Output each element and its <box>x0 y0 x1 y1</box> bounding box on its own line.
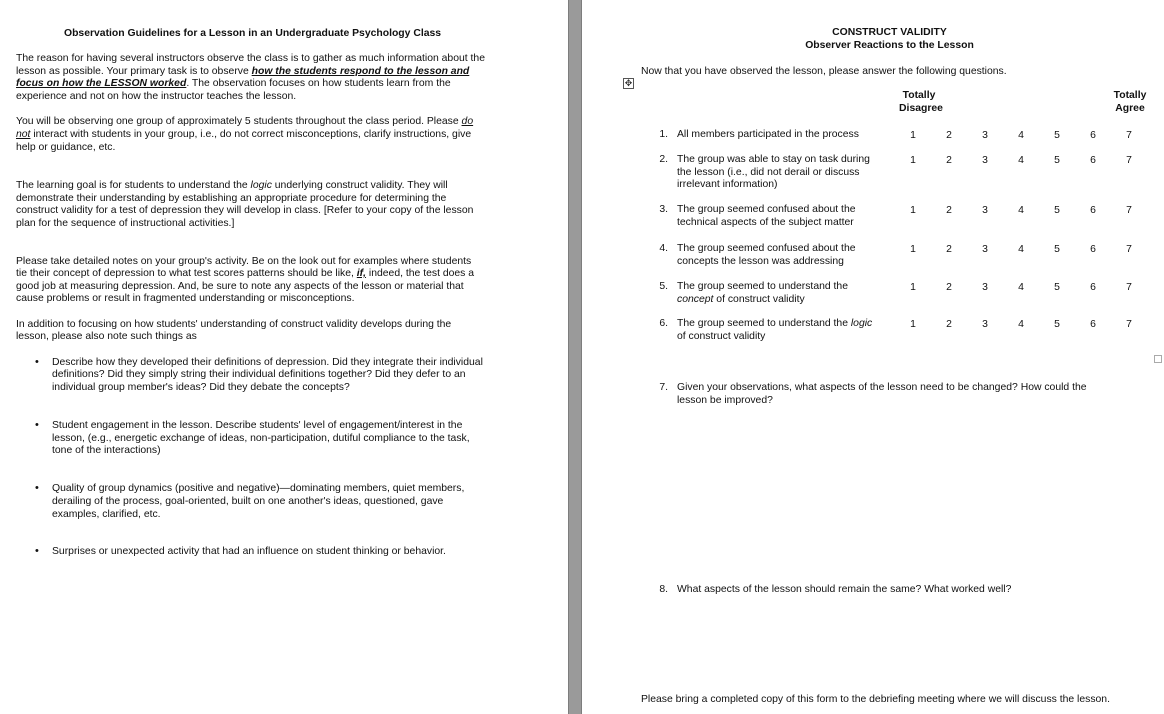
item-text: All members participated in the process <box>677 129 859 140</box>
item-line1 <box>677 129 859 142</box>
p1-line3-text: . The observation focuses on how students learn from the <box>186 78 451 89</box>
item-emphasis: concept <box>677 294 714 305</box>
p3-emphasis-logic: logic <box>250 180 272 191</box>
q8-number: 8. <box>659 584 668 595</box>
scale-option-5[interactable]: 5 <box>1054 155 1060 166</box>
bullet2-line1: Student engagement in the lesson. Describe students' level of engagement/interest in the <box>52 420 463 431</box>
scale-option-5[interactable]: 5 <box>1054 205 1060 216</box>
bullet1-line1: Describe how they developed their definitions of depression. Did they integrate their individual <box>52 357 483 368</box>
bullet-dot: • <box>35 356 39 368</box>
page-gutter-left <box>568 0 569 714</box>
p4-line3: good job at measuring depression. And, be sure to note any aspects of the lesson or material that <box>16 281 464 292</box>
right-subtitle: Observer Reactions to the Lesson <box>805 40 974 51</box>
scale-option-4[interactable]: 4 <box>1018 319 1024 330</box>
p3-line1 <box>16 180 448 193</box>
q7-line2: lesson be improved? <box>677 395 773 406</box>
p1-emphasis-lesson: focus on how the LESSON worked <box>16 78 187 89</box>
scale-option-4[interactable]: 4 <box>1018 244 1024 255</box>
scale-option-2[interactable]: 2 <box>946 205 952 216</box>
item-text: of construct validity <box>713 294 805 305</box>
scale-option-6[interactable]: 6 <box>1090 130 1096 141</box>
bullet3-line1: Quality of group dynamics (positive and negative)—dominating members, quiet members, <box>52 483 465 494</box>
scale-option-6[interactable]: 6 <box>1090 282 1096 293</box>
item-line1 <box>677 204 856 217</box>
p4-line2-text-c: indeed, the test does a <box>366 268 475 279</box>
item-number: 2. <box>659 154 668 165</box>
header-totally-agree-1: Totally <box>1113 90 1147 101</box>
scale-option-7[interactable]: 7 <box>1126 319 1132 330</box>
item-number: 3. <box>659 204 668 215</box>
item-text: The group was able to stay on task during <box>677 154 870 165</box>
resize-handle-icon[interactable] <box>1154 355 1162 363</box>
scale-option-7[interactable]: 7 <box>1126 282 1132 293</box>
p2-emphasis-not: not <box>16 129 31 140</box>
scale-option-2[interactable]: 2 <box>946 282 952 293</box>
scale-option-1[interactable]: 1 <box>910 319 916 330</box>
p1-emphasis-students: how the students respond to the lesson and <box>251 66 470 77</box>
scale-option-4[interactable]: 4 <box>1018 130 1024 141</box>
bullet3-line3: examples, clarified, etc. <box>52 509 161 520</box>
bullet-dot: • <box>35 545 39 557</box>
p2-emphasis-do: do <box>461 116 474 127</box>
p4-line4: cause problems or result in fragmented understanding or misconceptions. <box>16 293 355 304</box>
p1-line4: experience and not on how the instructor teaches the lesson. <box>16 91 297 102</box>
scale-option-3[interactable]: 3 <box>982 130 988 141</box>
scale-option-1[interactable]: 1 <box>910 130 916 141</box>
scale-option-2[interactable]: 2 <box>946 244 952 255</box>
scale-option-3[interactable]: 3 <box>982 155 988 166</box>
scale-option-5[interactable]: 5 <box>1054 319 1060 330</box>
scale-option-5[interactable]: 5 <box>1054 130 1060 141</box>
scale-option-5[interactable]: 5 <box>1054 282 1060 293</box>
item-text: the lesson (i.e., did not derail or discuss <box>677 167 860 178</box>
item-line3: irrelevant information) <box>677 179 778 190</box>
scale-option-1[interactable]: 1 <box>910 205 916 216</box>
scale-option-1[interactable]: 1 <box>910 155 916 166</box>
item-line1 <box>677 318 872 331</box>
p3-line2: demonstrate their understanding by establishing an appropriate procedure for determining the <box>16 193 447 204</box>
scale-option-2[interactable]: 2 <box>946 319 952 330</box>
intro-text: Now that you have observed the lesson, please answer the following questions. <box>641 66 1007 77</box>
item-number: 5. <box>659 281 668 292</box>
header-totally-disagree-1: Totally <box>902 90 936 101</box>
scale-option-7[interactable]: 7 <box>1126 205 1132 216</box>
scale-option-2[interactable]: 2 <box>946 130 952 141</box>
q7-number: 7. <box>659 382 668 393</box>
p3-line1-text-c: underlying construct validity. They will <box>271 180 448 191</box>
item-line1 <box>677 281 848 294</box>
bullet1-line3: individual group member's ideas? Did they debate the concepts? <box>52 382 350 393</box>
item-line2 <box>677 331 765 344</box>
p5-line2: lesson, please also note such things as <box>16 331 197 342</box>
item-line1 <box>677 243 856 256</box>
bullet-dot: • <box>35 482 39 494</box>
p3-line4: plan for the sequence of instructional activities.] <box>16 218 235 229</box>
p4-line1: Please take detailed notes on your group's activity. Be on the look out for examples where students <box>16 256 472 267</box>
bullet2-line3: tone of the interactions) <box>52 445 161 456</box>
p3-line1-text-a: The learning goal is for students to understand the <box>16 180 251 191</box>
scale-option-6[interactable]: 6 <box>1090 244 1096 255</box>
p3-line3: construct validity for a test of depression they will develop in class. [Refer to your copy of the lesson <box>16 205 474 216</box>
scale-option-3[interactable]: 3 <box>982 319 988 330</box>
scale-option-1[interactable]: 1 <box>910 244 916 255</box>
scale-option-6[interactable]: 6 <box>1090 205 1096 216</box>
item-number: 4. <box>659 243 668 254</box>
p1-line2 <box>16 66 469 79</box>
scale-option-3[interactable]: 3 <box>982 282 988 293</box>
item-text: of construct validity <box>677 331 766 342</box>
scale-option-7[interactable]: 7 <box>1126 155 1132 166</box>
header-totally-agree-2: Agree <box>1115 103 1145 114</box>
p2-line2 <box>16 129 471 142</box>
move-handle-icon[interactable]: ✥ <box>624 78 633 88</box>
item-text: technical aspects of the subject matter <box>677 217 854 228</box>
p2-line3: help or guidance, etc. <box>16 142 116 153</box>
p2-line2-text: interact with students in your group, i.e., do not correct misconceptions, clarify instructions, give <box>30 129 472 140</box>
bullet2-line2: lesson, (e.g., energetic exchange of ideas, non-participation, dutiful compliance to the task, <box>52 433 470 444</box>
scale-option-1[interactable]: 1 <box>910 282 916 293</box>
scale-option-3[interactable]: 3 <box>982 244 988 255</box>
p4-line2 <box>16 268 474 281</box>
scale-option-4[interactable]: 4 <box>1018 282 1024 293</box>
header-totally-disagree-2: Disagree <box>899 103 943 114</box>
scale-option-6[interactable]: 6 <box>1090 155 1096 166</box>
bullet-dot: • <box>35 419 39 431</box>
right-title: CONSTRUCT VALIDITY <box>832 27 947 38</box>
left-page <box>0 0 568 714</box>
p1-line1: The reason for having several instructors observe the class is to gather as much information about the <box>16 53 485 64</box>
scale-option-7[interactable]: 7 <box>1126 130 1132 141</box>
bullet1-line2: definitions? Did they simply string their individual definitions together? Did they defer to an <box>52 369 466 380</box>
item-text: The group seemed confused about the <box>677 204 856 215</box>
item-number: 6. <box>659 318 668 329</box>
item-text: concepts the lesson was addressing <box>677 256 844 267</box>
q7-line1: Given your observations, what aspects of the lesson need to be changed? How could the <box>677 382 1087 393</box>
item-line2 <box>677 167 860 180</box>
footer-text: Please bring a completed copy of this form to the debriefing meeting where we will discuss the lesson. <box>641 694 1110 705</box>
p2-line1-text: You will be observing one group of approximately 5 students throughout the class period. Please <box>16 116 462 127</box>
item-emphasis: logic <box>850 318 873 329</box>
p1-line2-text: lesson as possible. Your primary task is to observe <box>16 66 252 77</box>
item-text: The group seemed to understand the <box>677 318 851 329</box>
item-text: The group seemed to understand the <box>677 281 848 292</box>
bullet3-line2: derailing of the process, goal-oriented, built on one another's ideas, questioned, gave <box>52 496 444 507</box>
scale-option-7[interactable]: 7 <box>1126 244 1132 255</box>
scale-option-5[interactable]: 5 <box>1054 244 1060 255</box>
item-number: 1. <box>659 129 668 140</box>
p5-line1: In addition to focusing on how students' understanding of construct validity develops during the <box>16 319 452 330</box>
item-line2 <box>677 294 805 307</box>
scale-option-2[interactable]: 2 <box>946 155 952 166</box>
right-page <box>582 0 1164 714</box>
scale-option-4[interactable]: 4 <box>1018 155 1024 166</box>
item-line1 <box>677 154 870 167</box>
p4-emphasis-if: if, <box>356 268 367 279</box>
p4-line2-text-a: tie their concept of depression to what test scores patterns should be like, <box>16 268 357 279</box>
bullet4-line1: Surprises or unexpected activity that had an influence on student thinking or behavior. <box>52 546 446 557</box>
left-title: Observation Guidelines for a Lesson in an Undergraduate Psychology Class <box>64 28 442 39</box>
p2-line1 <box>16 116 473 129</box>
item-text: The group seemed confused about the <box>677 243 856 254</box>
scale-option-6[interactable]: 6 <box>1090 319 1096 330</box>
scale-option-3[interactable]: 3 <box>982 205 988 216</box>
q8-line1: What aspects of the lesson should remain the same? What worked well? <box>677 584 1012 595</box>
item-line2 <box>677 256 844 269</box>
scale-option-4[interactable]: 4 <box>1018 205 1024 216</box>
item-line2 <box>677 217 854 230</box>
p1-line3 <box>16 78 451 91</box>
